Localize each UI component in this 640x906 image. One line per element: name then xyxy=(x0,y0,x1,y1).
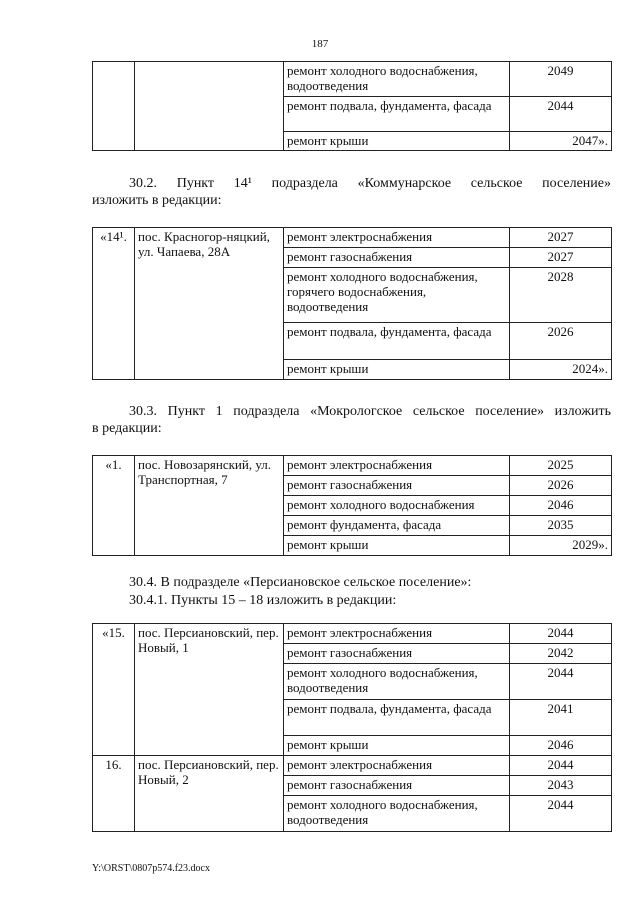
table-kommunarskoe xyxy=(92,227,612,380)
year-cell: 2046 xyxy=(510,736,612,756)
address-cell: пос. Персиановский, пер. Новый, 1 xyxy=(135,624,284,756)
work-cell: ремонт крыши xyxy=(284,736,510,756)
table-row xyxy=(93,456,612,476)
file-path-footer: Y:\ORST\0807p574.f23.docx xyxy=(92,863,210,874)
address-cell xyxy=(135,62,284,151)
year-cell: 2044 xyxy=(510,664,612,700)
paragraph-30-4: 30.4. В подразделе «Персиановское сельское поселение»: xyxy=(129,575,472,590)
work-cell: ремонт холодного водоснабжения, водоотведения xyxy=(284,664,510,700)
item-number: 16. xyxy=(93,756,135,832)
paragraph-30-2 xyxy=(92,175,611,209)
table-continuation xyxy=(92,61,612,151)
work-cell: ремонт холодного водоснабжения, горячего водоснабжения, водоотведения xyxy=(284,268,510,323)
year-cell: 2035 xyxy=(510,516,612,536)
paragraph-line: в редакции: xyxy=(92,421,162,436)
work-cell: ремонт крыши xyxy=(284,536,510,556)
paragraph-line: 30.3. Пункт 1 подраздела «Мокрологское сельское поселение» изложить xyxy=(129,404,611,419)
address-cell: пос. Персиановский, пер. Новый, 2 xyxy=(135,756,284,832)
year-cell: 2041 xyxy=(510,700,612,736)
work-cell: ремонт холодного водоснабжения, водоотведения xyxy=(284,796,510,832)
item-number: «1. xyxy=(93,456,135,556)
item-number: «15. xyxy=(93,624,135,756)
year-cell: 2044 xyxy=(510,796,612,832)
address-cell: пос. Новозарянский, ул. Транспортная, 7 xyxy=(135,456,284,556)
year-cell: 2049 xyxy=(510,62,612,97)
year-cell: 2044 xyxy=(510,756,612,776)
year-cell: 2029». xyxy=(510,536,612,556)
year-cell: 2044 xyxy=(510,624,612,644)
year-cell: 2043 xyxy=(510,776,612,796)
work-cell: ремонт газоснабжения xyxy=(284,476,510,496)
work-cell: ремонт газоснабжения xyxy=(284,776,510,796)
year-cell: 2042 xyxy=(510,644,612,664)
work-cell: ремонт подвала, фундамента, фасада xyxy=(284,700,510,736)
work-cell: ремонт крыши xyxy=(284,132,510,151)
work-cell: ремонт подвала, фундамента, фасада xyxy=(284,97,510,132)
paragraph-30-4-1: 30.4.1. Пункты 15 – 18 изложить в редакции: xyxy=(129,593,397,608)
year-cell: 2028 xyxy=(510,268,612,323)
table-persianovskoe xyxy=(92,623,612,832)
work-cell: ремонт крыши xyxy=(284,360,510,380)
work-cell: ремонт электроснабжения xyxy=(284,624,510,644)
table-mokrologskoe xyxy=(92,455,612,556)
paragraph-30-3 xyxy=(92,403,611,437)
work-cell: ремонт электроснабжения xyxy=(284,756,510,776)
year-cell: 2046 xyxy=(510,496,612,516)
table-row xyxy=(93,62,612,97)
year-cell: 2026 xyxy=(510,323,612,360)
work-cell: ремонт холодного водоснабжения xyxy=(284,496,510,516)
table-row xyxy=(93,624,612,644)
year-cell: 2024». xyxy=(510,360,612,380)
address-cell: пос. Красногор-няцкий, ул. Чапаева, 28А xyxy=(135,228,284,380)
year-cell: 2025 xyxy=(510,456,612,476)
table-row xyxy=(93,756,612,776)
work-cell: ремонт холодного водоснабжения, водоотведения xyxy=(284,62,510,97)
work-cell: ремонт электроснабжения xyxy=(284,228,510,248)
year-cell: 2027 xyxy=(510,248,612,268)
work-cell: ремонт подвала, фундамента, фасада xyxy=(284,323,510,360)
year-cell: 2044 xyxy=(510,97,612,132)
year-cell: 2047». xyxy=(510,132,612,151)
work-cell: ремонт газоснабжения xyxy=(284,248,510,268)
page-number: 187 xyxy=(311,38,329,50)
table-row xyxy=(93,228,612,248)
paragraph-line: 30.2. Пункт 14¹ подраздела «Коммунарское сельское поселение» xyxy=(129,176,611,191)
num-cell xyxy=(93,62,135,151)
work-cell: ремонт электроснабжения xyxy=(284,456,510,476)
year-cell: 2027 xyxy=(510,228,612,248)
work-cell: ремонт фундамента, фасада xyxy=(284,516,510,536)
year-cell: 2026 xyxy=(510,476,612,496)
paragraph-line: изложить в редакции: xyxy=(92,193,222,208)
item-number: «14¹. xyxy=(93,228,135,380)
work-cell: ремонт газоснабжения xyxy=(284,644,510,664)
